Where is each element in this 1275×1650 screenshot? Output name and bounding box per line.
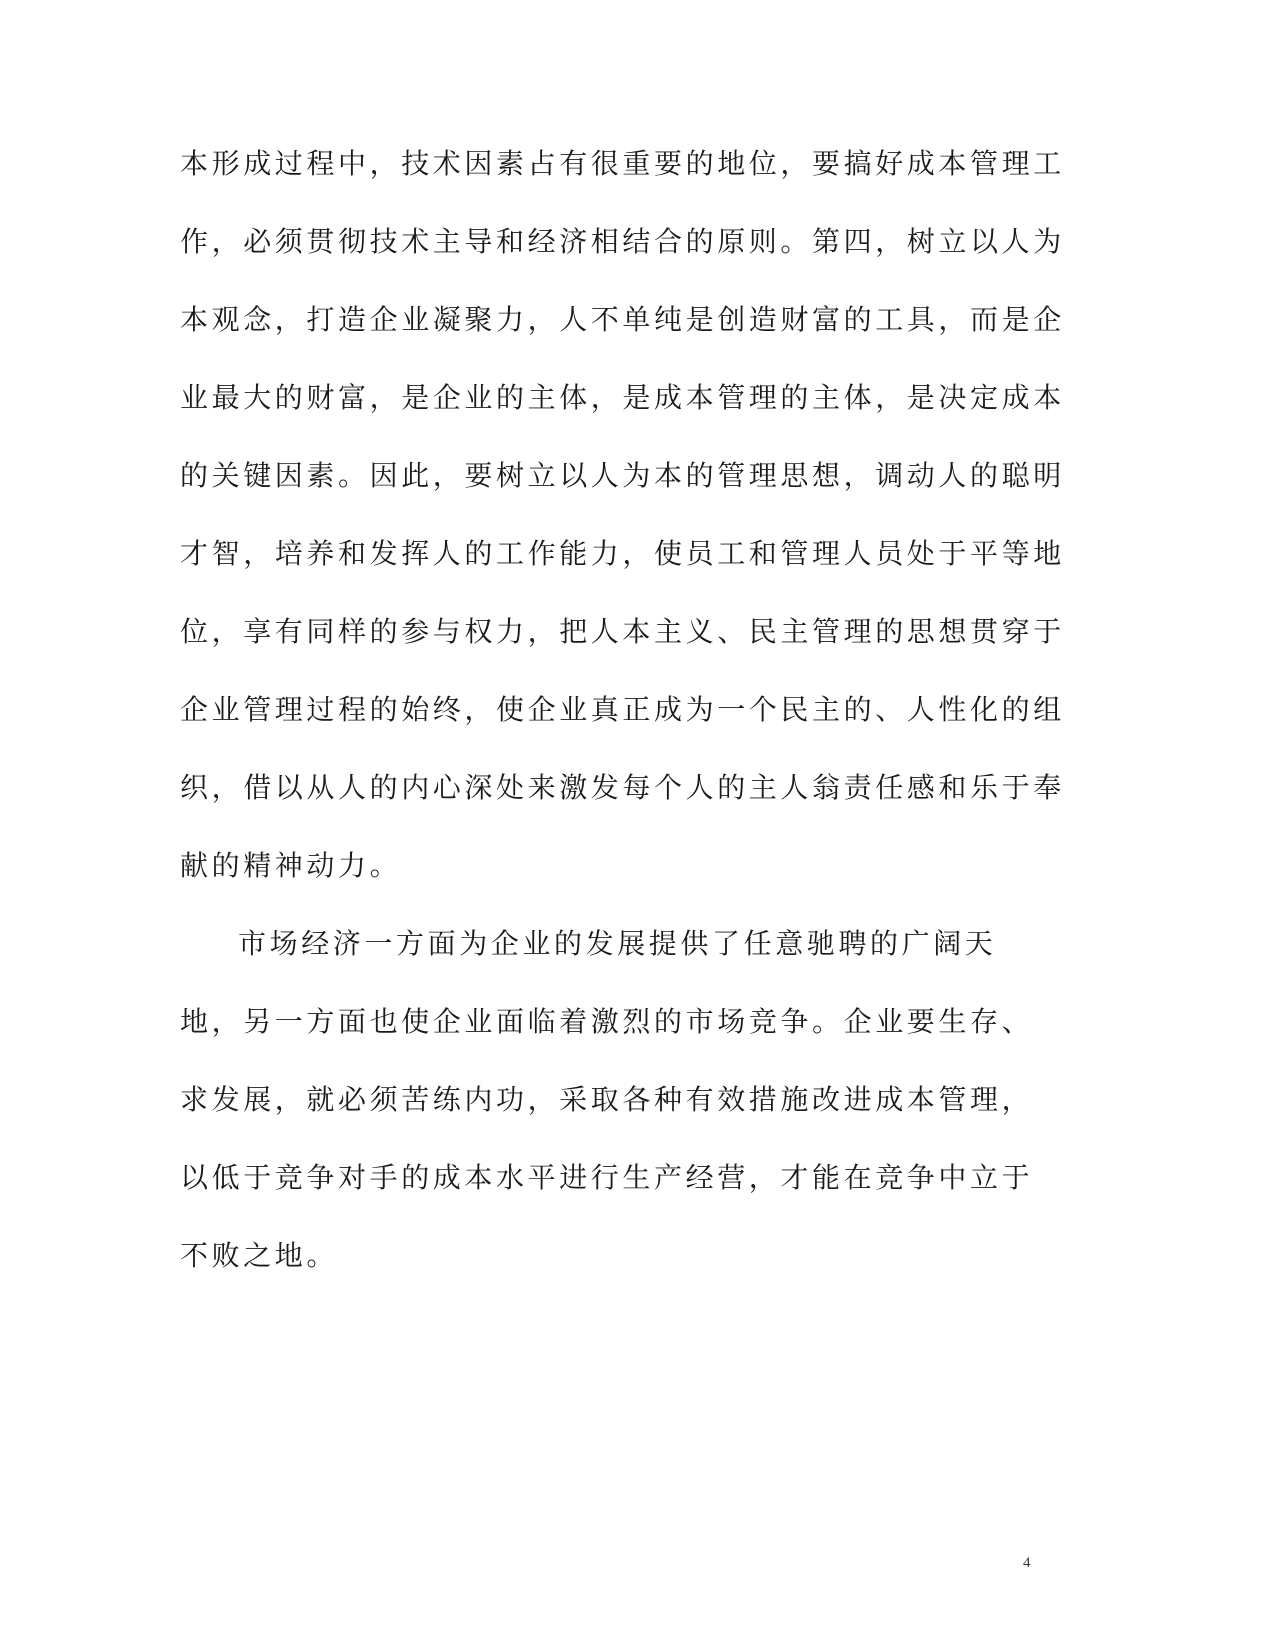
- page-number: 4: [1023, 1555, 1031, 1571]
- paragraph-2-line-2: 地，另一方面也使企业面临着激烈的市场竞争。企业要生存、: [180, 1005, 1034, 1038]
- paragraph-2-line-3: 求发展，就必须苦练内功，采取各种有效措施改进成本管理，: [180, 1083, 1034, 1116]
- paragraph-2-line-1: 市场经济一方面为企业的发展提供了任意驰聘的广阔天: [238, 927, 997, 960]
- paragraph-1-line-5: 的关键因素。因此，要树立以人为本的管理思想，调动人的聪明: [180, 459, 1065, 492]
- paragraph-1-line-1: 本形成过程中，技术因素占有很重要的地位，要搞好成本管理工: [180, 147, 1065, 180]
- paragraph-1-line-2: 作，必须贯彻技术主导和经济相结合的原则。第四，树立以人为: [180, 225, 1065, 258]
- paragraph-1-line-9: 织，借以从人的内心深处来激发每个人的主人翁责任感和乐于奉: [180, 771, 1065, 804]
- body-text: [180, 135, 1065, 1305]
- paragraph-1-line-4: 业最大的财富，是企业的主体，是成本管理的主体，是决定成本: [180, 381, 1065, 414]
- paragraph-1-line-6: 才智，培养和发挥人的工作能力，使员工和管理人员处于平等地: [180, 537, 1065, 570]
- paragraph-1-line-10: 献的精神动力。: [180, 849, 402, 882]
- paragraph-1-line-3: 本观念，打造企业凝聚力，人不单纯是创造财富的工具，而是企: [180, 303, 1065, 336]
- paragraph-2-line-5: 不败之地。: [180, 1239, 339, 1272]
- paragraph-1-line-7: 位，享有同样的参与权力，把人本主义、民主管理的思想贯穿于: [180, 615, 1065, 648]
- paragraph-2-line-4: 以低于竞争对手的成本水平进行生产经营，才能在竞争中立于: [180, 1161, 1034, 1194]
- paragraph-1-line-8: 企业管理过程的始终，使企业真正成为一个民主的、人性化的组: [180, 693, 1065, 726]
